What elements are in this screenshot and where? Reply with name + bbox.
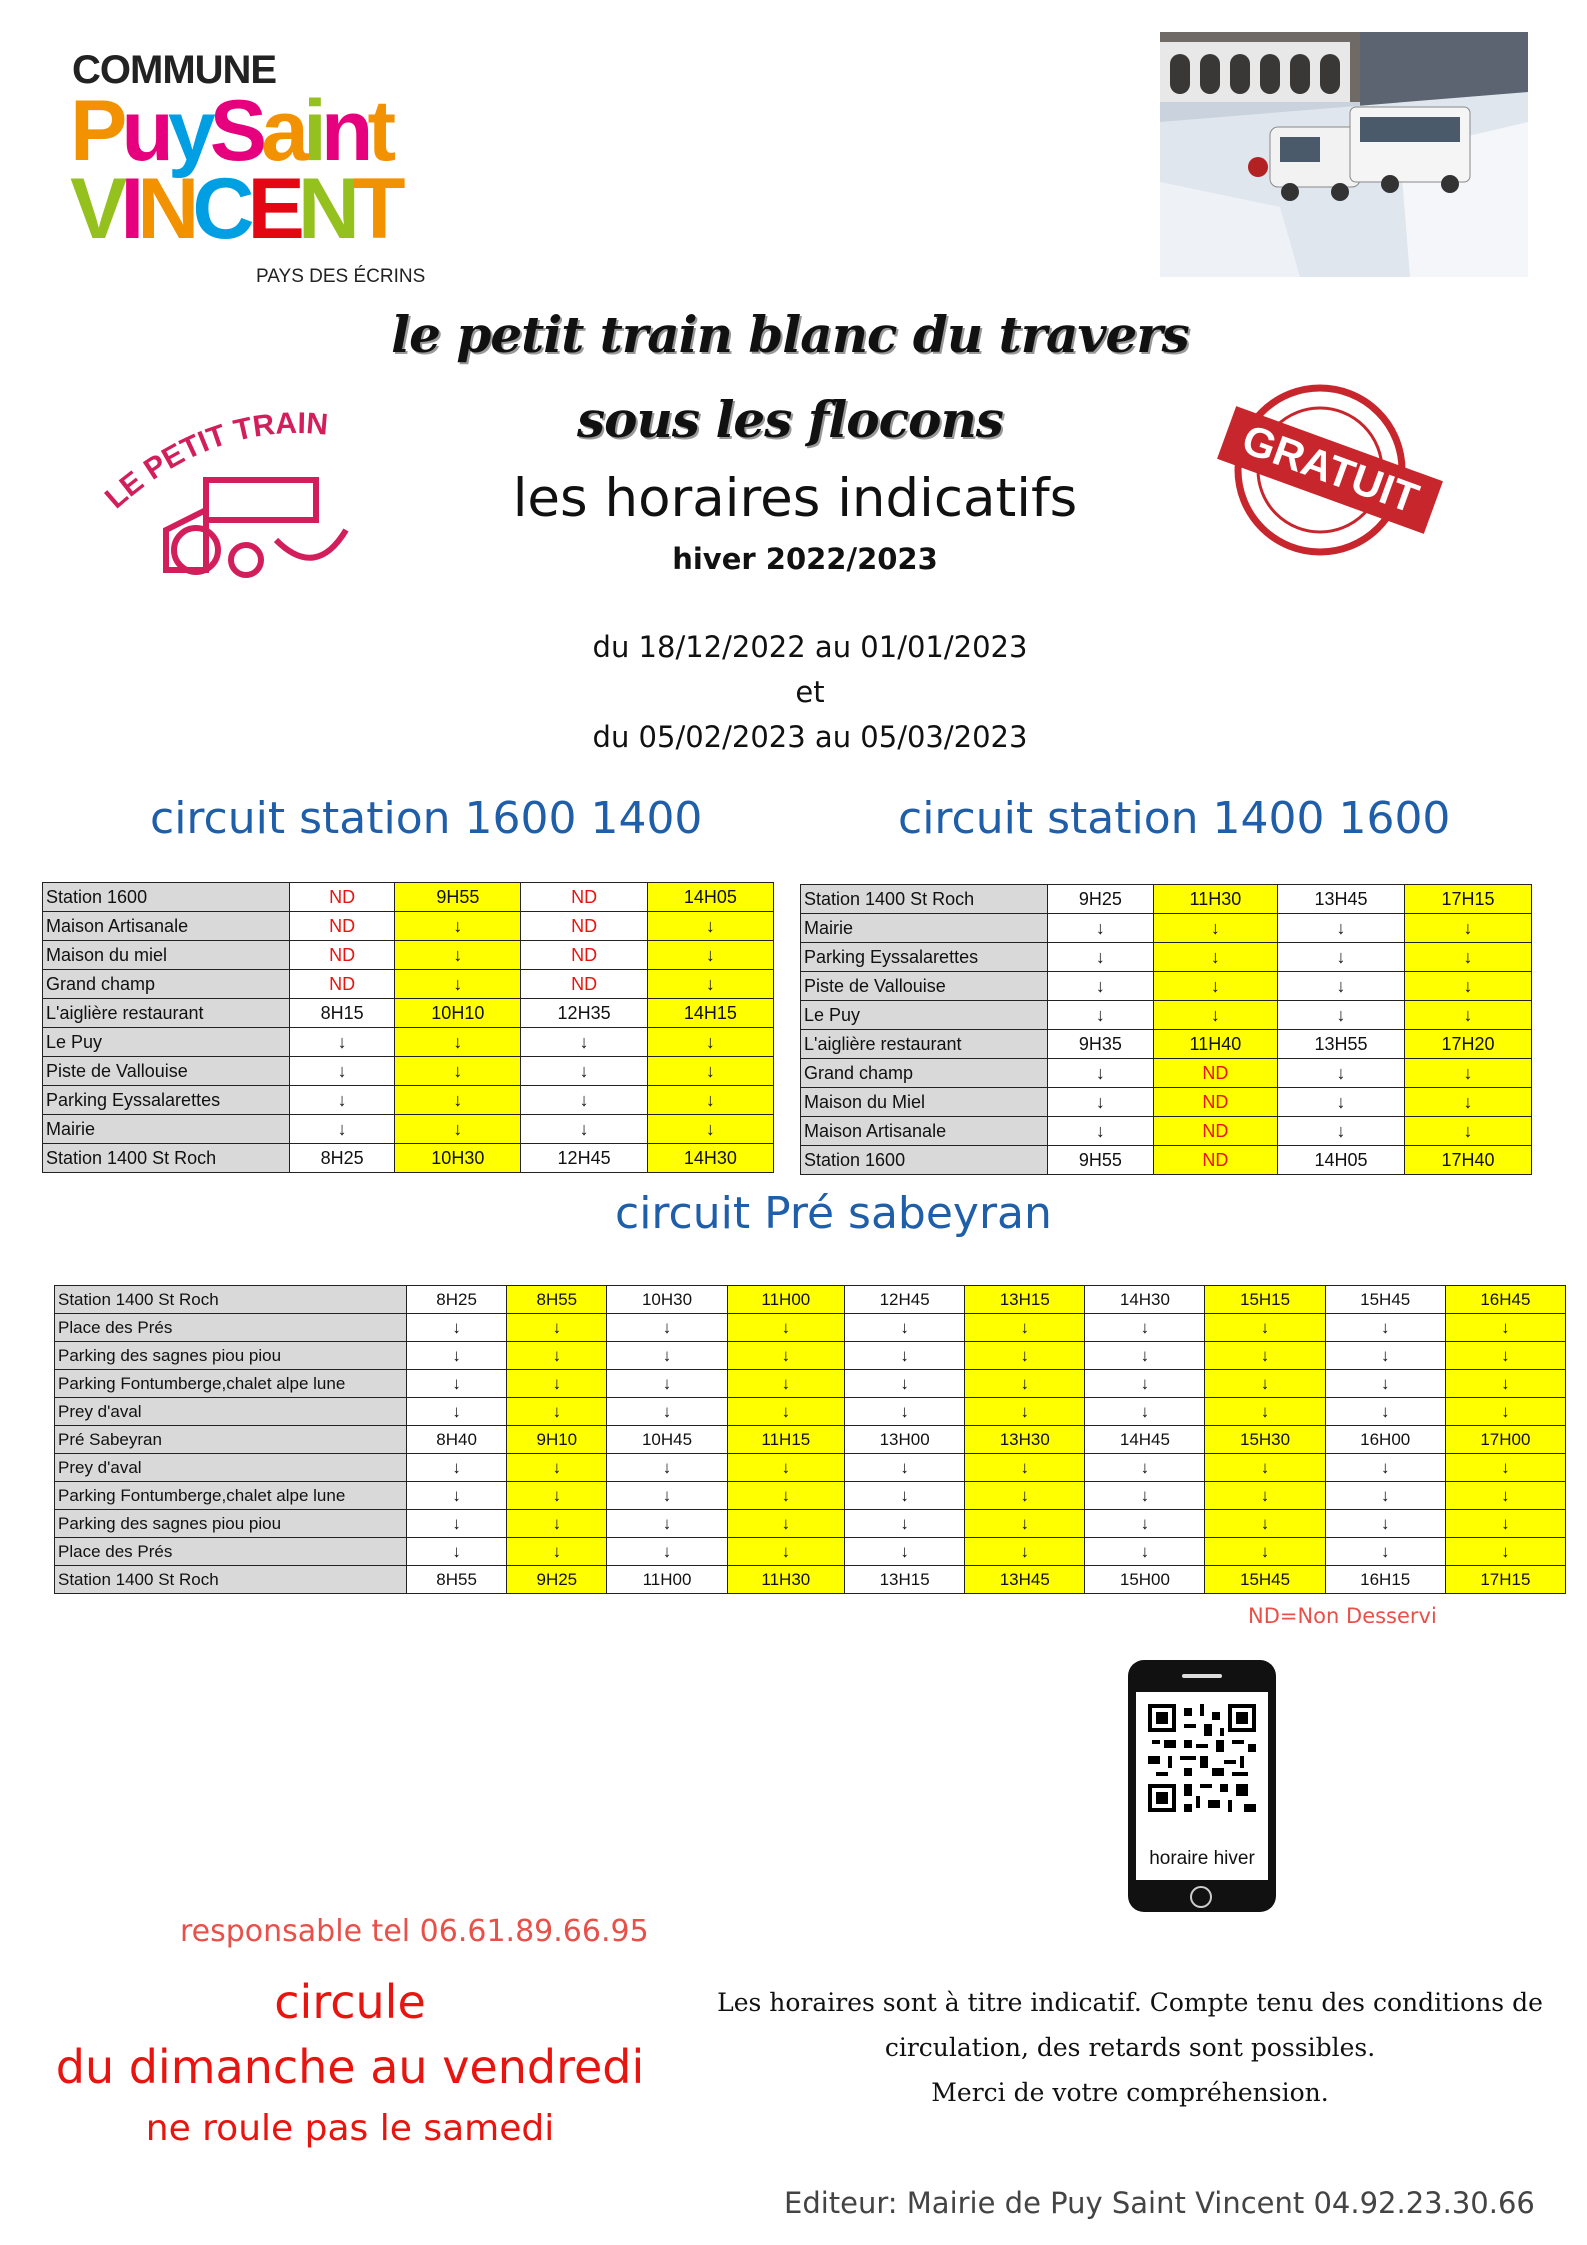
time-cell: 10H45 — [607, 1426, 727, 1454]
time-cell: ↓ — [647, 1057, 773, 1086]
time-cell: ↓ — [1278, 1088, 1405, 1117]
time-cell: ↓ — [407, 1454, 507, 1482]
table-row — [55, 1398, 1566, 1426]
time-cell: ↓ — [845, 1538, 965, 1566]
time-cell: ↓ — [407, 1510, 507, 1538]
time-cell: ↓ — [395, 1028, 521, 1057]
time-cell: ↓ — [1325, 1510, 1445, 1538]
time-cell: 10H30 — [395, 1144, 521, 1173]
table-row — [801, 972, 1532, 1001]
qr-label: horaire hiver — [1149, 1848, 1255, 1869]
time-cell: ↓ — [1325, 1454, 1445, 1482]
time-cell: ↓ — [727, 1538, 844, 1566]
stop-name: Mairie — [43, 1115, 290, 1144]
time-cell: 9H25 — [507, 1566, 607, 1594]
time-cell: 9H55 — [1048, 1146, 1154, 1175]
time-cell: ↓ — [1325, 1538, 1445, 1566]
time-cell: ↓ — [727, 1482, 844, 1510]
time-cell: 15H45 — [1325, 1286, 1445, 1314]
stop-name: Parking des sagnes piou piou — [55, 1510, 407, 1538]
table-row — [801, 943, 1532, 972]
note-line3: Merci de votre compréhension. — [931, 2078, 1329, 2107]
stop-name: Parking Eyssalarettes — [43, 1086, 290, 1115]
time-cell: ↓ — [407, 1314, 507, 1342]
time-cell: 13H55 — [1278, 1030, 1405, 1059]
table-row — [801, 1146, 1532, 1175]
time-cell: ↓ — [845, 1454, 965, 1482]
time-cell: ND — [521, 912, 647, 941]
time-cell: ↓ — [1153, 914, 1277, 943]
subtitle: les horaires indicatifs — [512, 468, 1078, 529]
time-cell: ↓ — [1404, 1001, 1531, 1030]
time-cell: ↓ — [845, 1342, 965, 1370]
logo-line2: VINCENT — [70, 161, 399, 257]
time-cell: ↓ — [395, 941, 521, 970]
time-cell: ↓ — [1205, 1482, 1325, 1510]
time-cell: ND — [521, 883, 647, 912]
time-cell: 13H15 — [845, 1566, 965, 1594]
phone-qr — [1128, 1660, 1276, 1912]
time-cell: 8H25 — [290, 1144, 395, 1173]
time-cell: ↓ — [1085, 1538, 1205, 1566]
time-cell: ↓ — [1278, 943, 1405, 972]
time-cell: ↓ — [647, 970, 773, 999]
time-cell: ↓ — [965, 1538, 1085, 1566]
stop-name: Parking Fontumberge,chalet alpe lune — [55, 1370, 407, 1398]
table-row — [43, 1115, 774, 1144]
stop-name: Grand champ — [43, 970, 290, 999]
time-cell: ↓ — [521, 1086, 647, 1115]
time-cell: ↓ — [647, 1028, 773, 1057]
time-cell: 11H00 — [607, 1566, 727, 1594]
petit-train-logo-text: LE PETIT TRAIN — [98, 406, 330, 516]
time-cell: ↓ — [607, 1482, 727, 1510]
table-row — [801, 1117, 1532, 1146]
time-cell: ↓ — [407, 1398, 507, 1426]
table-row — [55, 1370, 1566, 1398]
time-cell: ↓ — [1445, 1314, 1565, 1342]
time-cell: 13H45 — [1278, 885, 1405, 914]
time-cell: 15H45 — [1205, 1566, 1325, 1594]
time-cell: 9H55 — [395, 883, 521, 912]
time-cell: 14H15 — [647, 999, 773, 1028]
time-cell: ↓ — [1404, 943, 1531, 972]
time-cell: ↓ — [1048, 1088, 1154, 1117]
table-row — [801, 914, 1532, 943]
time-cell: 11H30 — [1153, 885, 1277, 914]
time-cell: ↓ — [507, 1342, 607, 1370]
time-cell: ↓ — [1205, 1314, 1325, 1342]
time-cell: ↓ — [1445, 1342, 1565, 1370]
table-row — [55, 1454, 1566, 1482]
time-cell: 8H40 — [407, 1426, 507, 1454]
circuit3-title: circuit Pré sabeyran — [615, 1188, 1052, 1239]
time-cell: ↓ — [965, 1342, 1085, 1370]
time-cell: ↓ — [1404, 1088, 1531, 1117]
time-cell: ↓ — [1048, 914, 1154, 943]
time-cell: 15H15 — [1205, 1286, 1325, 1314]
time-cell: ↓ — [1085, 1454, 1205, 1482]
time-cell: ↓ — [1325, 1398, 1445, 1426]
stop-name: Station 1400 St Roch — [801, 885, 1048, 914]
title-line1: le petit train blanc du travers — [391, 305, 1189, 364]
time-cell: 17H40 — [1404, 1146, 1531, 1175]
time-cell: ND — [1153, 1146, 1277, 1175]
time-cell: 17H20 — [1404, 1030, 1531, 1059]
time-cell: ND — [290, 941, 395, 970]
time-cell: ↓ — [395, 970, 521, 999]
note-line1: Les horaires sont à titre indicatif. Compte tenu des conditions de — [717, 1988, 1543, 2017]
time-cell: ↓ — [407, 1370, 507, 1398]
phone-speaker — [1182, 1674, 1222, 1678]
time-cell: 11H30 — [727, 1566, 844, 1594]
time-cell: ND — [1153, 1117, 1277, 1146]
time-cell: ↓ — [845, 1398, 965, 1426]
time-cell: 17H00 — [1445, 1426, 1565, 1454]
time-cell: ↓ — [727, 1454, 844, 1482]
time-cell: ↓ — [727, 1342, 844, 1370]
time-cell: ↓ — [845, 1370, 965, 1398]
time-cell: 14H05 — [1278, 1146, 1405, 1175]
time-cell: ↓ — [607, 1510, 727, 1538]
time-cell: ↓ — [965, 1510, 1085, 1538]
phone-home-button — [1190, 1886, 1212, 1908]
time-cell: 13H45 — [965, 1566, 1085, 1594]
time-cell: ↓ — [1205, 1454, 1325, 1482]
circule-label: circule — [274, 1975, 426, 2029]
time-cell: ND — [290, 970, 395, 999]
time-cell: ↓ — [1404, 972, 1531, 1001]
time-cell: ↓ — [507, 1370, 607, 1398]
title-line2: sous les flocons — [577, 390, 1003, 449]
logo-line1: PuySaint — [70, 83, 391, 179]
table-row — [55, 1286, 1566, 1314]
stop-name: Prey d'aval — [55, 1454, 407, 1482]
time-cell: ↓ — [1278, 1001, 1405, 1030]
stop-name: Place des Prés — [55, 1538, 407, 1566]
time-cell: 12H45 — [521, 1144, 647, 1173]
table-row — [43, 883, 774, 912]
table-row — [43, 1028, 774, 1057]
time-cell: 14H05 — [647, 883, 773, 912]
circuit1-title: circuit station 1600 1400 — [150, 793, 703, 844]
stop-name: Mairie — [801, 914, 1048, 943]
time-cell: ↓ — [1085, 1482, 1205, 1510]
stop-name: L'aiglière restaurant — [43, 999, 290, 1028]
time-cell: ↓ — [290, 1028, 395, 1057]
stop-name: Parking des sagnes piou piou — [55, 1342, 407, 1370]
stop-name: Grand champ — [801, 1059, 1048, 1088]
time-cell: ↓ — [1325, 1342, 1445, 1370]
circuit3-table — [54, 1285, 1566, 1594]
time-cell: ↓ — [507, 1314, 607, 1342]
stop-name: Station 1600 — [801, 1146, 1048, 1175]
time-cell: ↓ — [1085, 1342, 1205, 1370]
time-cell: ↓ — [1205, 1398, 1325, 1426]
time-cell: ↓ — [1205, 1370, 1325, 1398]
table-row — [43, 1086, 774, 1115]
time-cell: ND — [1153, 1059, 1277, 1088]
time-cell: ↓ — [1278, 1117, 1405, 1146]
jours-label: du dimanche au vendredi — [55, 2040, 645, 2094]
table-row — [43, 970, 774, 999]
table-row — [55, 1510, 1566, 1538]
time-cell: ↓ — [507, 1482, 607, 1510]
time-cell: 8H55 — [407, 1566, 507, 1594]
dates-line1: du 18/12/2022 au 01/01/2023 — [592, 630, 1028, 664]
time-cell: 12H45 — [845, 1286, 965, 1314]
logo-pays-text: PAYS DES ÉCRINS — [256, 266, 426, 287]
nd-legend: ND=Non Desservi — [1248, 1604, 1437, 1628]
editeur: Editeur: Mairie de Puy Saint Vincent 04.92.23.30.66 — [784, 2186, 1535, 2220]
time-cell: ↓ — [727, 1398, 844, 1426]
time-cell: 9H35 — [1048, 1030, 1154, 1059]
dates-and: et — [795, 675, 825, 709]
time-cell: ↓ — [1205, 1510, 1325, 1538]
stop-name: Prey d'aval — [55, 1398, 407, 1426]
table-row — [801, 1088, 1532, 1117]
gratuit-stamp-text: GRATUIT — [1236, 415, 1425, 523]
time-cell: ↓ — [290, 1115, 395, 1144]
time-cell: ↓ — [507, 1454, 607, 1482]
time-cell: ↓ — [965, 1398, 1085, 1426]
logo-commune-text: COMMUNE — [72, 48, 277, 92]
time-cell: ↓ — [1153, 972, 1277, 1001]
time-cell: ↓ — [407, 1342, 507, 1370]
disclaimer-note — [690, 1980, 1570, 2115]
time-cell: ↓ — [521, 1028, 647, 1057]
table-row — [55, 1342, 1566, 1370]
time-cell: ↓ — [1445, 1398, 1565, 1426]
time-cell: ↓ — [1278, 972, 1405, 1001]
time-cell: 9H10 — [507, 1426, 607, 1454]
time-cell: ↓ — [1278, 1059, 1405, 1088]
table-row — [801, 1030, 1532, 1059]
time-cell: ↓ — [607, 1538, 727, 1566]
time-cell: ↓ — [607, 1398, 727, 1426]
time-cell: 14H45 — [1085, 1426, 1205, 1454]
time-cell: 14H30 — [1085, 1286, 1205, 1314]
time-cell: ↓ — [965, 1370, 1085, 1398]
time-cell: 15H00 — [1085, 1566, 1205, 1594]
time-cell: ↓ — [1445, 1454, 1565, 1482]
responsable-phone: responsable tel 06.61.89.66.95 — [180, 1914, 649, 1949]
commune-logo — [66, 48, 440, 288]
stop-name: Maison du miel — [43, 941, 290, 970]
time-cell: 13H00 — [845, 1426, 965, 1454]
stop-name: Station 1400 St Roch — [55, 1286, 407, 1314]
circuit2-table — [800, 884, 1532, 1175]
table-row — [55, 1426, 1566, 1454]
time-cell: ↓ — [1048, 972, 1154, 1001]
time-cell: 13H15 — [965, 1286, 1085, 1314]
time-cell: ↓ — [1445, 1482, 1565, 1510]
time-cell: ↓ — [647, 1086, 773, 1115]
time-cell: ↓ — [1445, 1538, 1565, 1566]
table-row — [43, 1057, 774, 1086]
time-cell: ↓ — [507, 1398, 607, 1426]
time-cell: ↓ — [845, 1314, 965, 1342]
table-row — [43, 912, 774, 941]
time-cell: ↓ — [1404, 914, 1531, 943]
note-line2: circulation, des retards sont possibles. — [884, 2033, 1376, 2062]
stop-name: Piste de Vallouise — [43, 1057, 290, 1086]
stop-name: Parking Fontumberge,chalet alpe lune — [55, 1482, 407, 1510]
time-cell: ↓ — [395, 1086, 521, 1115]
stop-name: Station 1600 — [43, 883, 290, 912]
time-cell: ND — [290, 883, 395, 912]
time-cell: 11H40 — [1153, 1030, 1277, 1059]
time-cell: ↓ — [727, 1510, 844, 1538]
time-cell: 11H15 — [727, 1426, 844, 1454]
time-cell: ↓ — [1445, 1370, 1565, 1398]
time-cell: ↓ — [395, 912, 521, 941]
season: hiver 2022/2023 — [672, 542, 938, 576]
stop-name: Pré Sabeyran — [55, 1426, 407, 1454]
time-cell: ↓ — [845, 1482, 965, 1510]
time-cell: 16H15 — [1325, 1566, 1445, 1594]
time-cell: ↓ — [290, 1086, 395, 1115]
time-cell: 10H30 — [607, 1286, 727, 1314]
stop-name: L'aiglière restaurant — [801, 1030, 1048, 1059]
time-cell: ↓ — [1153, 943, 1277, 972]
table-row — [43, 1144, 774, 1173]
phone-screen — [1136, 1692, 1268, 1880]
time-cell: ↓ — [965, 1314, 1085, 1342]
time-cell: ↓ — [965, 1482, 1085, 1510]
time-cell: 15H30 — [1205, 1426, 1325, 1454]
qr-code-icon[interactable] — [1148, 1704, 1256, 1812]
time-cell: ↓ — [521, 1115, 647, 1144]
time-cell: ↓ — [407, 1538, 507, 1566]
time-cell: ↓ — [1048, 1059, 1154, 1088]
time-cell: ↓ — [395, 1115, 521, 1144]
time-cell: ↓ — [965, 1454, 1085, 1482]
time-cell: ↓ — [507, 1510, 607, 1538]
time-cell: 17H15 — [1445, 1566, 1565, 1594]
time-cell: ↓ — [647, 1115, 773, 1144]
stop-name: Maison du Miel — [801, 1088, 1048, 1117]
time-cell: ↓ — [1048, 943, 1154, 972]
time-cell: ↓ — [1404, 1059, 1531, 1088]
time-cell: ↓ — [1325, 1482, 1445, 1510]
time-cell: ↓ — [727, 1314, 844, 1342]
stop-name: Station 1400 St Roch — [43, 1144, 290, 1173]
stop-name: Station 1400 St Roch — [55, 1566, 407, 1594]
stop-name: Le Puy — [43, 1028, 290, 1057]
table-row — [801, 1001, 1532, 1030]
table-row — [55, 1314, 1566, 1342]
stop-name: Maison Artisanale — [801, 1117, 1048, 1146]
stop-name: Parking Eyssalarettes — [801, 943, 1048, 972]
table-row — [801, 1059, 1532, 1088]
time-cell: ↓ — [607, 1370, 727, 1398]
time-cell: ↓ — [395, 1057, 521, 1086]
time-cell: ND — [1153, 1088, 1277, 1117]
dates-line2: du 05/02/2023 au 05/03/2023 — [592, 720, 1028, 754]
svg-text:LE PETIT TRAIN — [99, 407, 329, 515]
time-cell: 11H00 — [727, 1286, 844, 1314]
time-cell: ↓ — [607, 1454, 727, 1482]
train-photo — [1160, 32, 1528, 277]
time-cell: ND — [290, 912, 395, 941]
time-cell: 13H30 — [965, 1426, 1085, 1454]
table-row — [55, 1538, 1566, 1566]
table-row — [801, 885, 1532, 914]
time-cell: 9H25 — [1048, 885, 1154, 914]
time-cell: ↓ — [521, 1057, 647, 1086]
time-cell: ↓ — [607, 1314, 727, 1342]
time-cell: ↓ — [407, 1482, 507, 1510]
time-cell: ↓ — [1445, 1510, 1565, 1538]
time-cell: ND — [521, 941, 647, 970]
time-cell: 12H35 — [521, 999, 647, 1028]
time-cell: ↓ — [1085, 1398, 1205, 1426]
time-cell: ↓ — [647, 941, 773, 970]
time-cell: ↓ — [1048, 1117, 1154, 1146]
stop-name: Le Puy — [801, 1001, 1048, 1030]
time-cell: 16H00 — [1325, 1426, 1445, 1454]
time-cell: 8H15 — [290, 999, 395, 1028]
time-cell: ↓ — [290, 1057, 395, 1086]
time-cell: ↓ — [1153, 1001, 1277, 1030]
table-row — [55, 1482, 1566, 1510]
time-cell: ↓ — [845, 1510, 965, 1538]
time-cell: ↓ — [1085, 1370, 1205, 1398]
table-row — [43, 999, 774, 1028]
time-cell: ↓ — [1085, 1314, 1205, 1342]
time-cell: 16H45 — [1445, 1286, 1565, 1314]
time-cell: ↓ — [1205, 1538, 1325, 1566]
time-cell: 14H30 — [647, 1144, 773, 1173]
time-cell: ↓ — [1404, 1117, 1531, 1146]
table-row — [55, 1566, 1566, 1594]
stop-name: Piste de Vallouise — [801, 972, 1048, 1001]
stop-name: Maison Artisanale — [43, 912, 290, 941]
time-cell: 10H10 — [395, 999, 521, 1028]
circuit2-title: circuit station 1400 1600 — [898, 793, 1451, 844]
time-cell: ↓ — [507, 1538, 607, 1566]
time-cell: 17H15 — [1404, 885, 1531, 914]
time-cell: ↓ — [1048, 1001, 1154, 1030]
time-cell: ↓ — [607, 1342, 727, 1370]
time-cell: 8H25 — [407, 1286, 507, 1314]
time-cell: ↓ — [1325, 1370, 1445, 1398]
stop-name: Place des Prés — [55, 1314, 407, 1342]
circuit1-table — [42, 882, 774, 1173]
time-cell: ↓ — [647, 912, 773, 941]
samedi-label: ne roule pas le samedi — [145, 2108, 555, 2149]
time-cell: ↓ — [1325, 1314, 1445, 1342]
time-cell: ↓ — [727, 1370, 844, 1398]
time-cell: ↓ — [1278, 914, 1405, 943]
time-cell: 8H55 — [507, 1286, 607, 1314]
time-cell: ND — [521, 970, 647, 999]
table-row — [43, 941, 774, 970]
time-cell: ↓ — [1205, 1342, 1325, 1370]
time-cell: ↓ — [1085, 1510, 1205, 1538]
